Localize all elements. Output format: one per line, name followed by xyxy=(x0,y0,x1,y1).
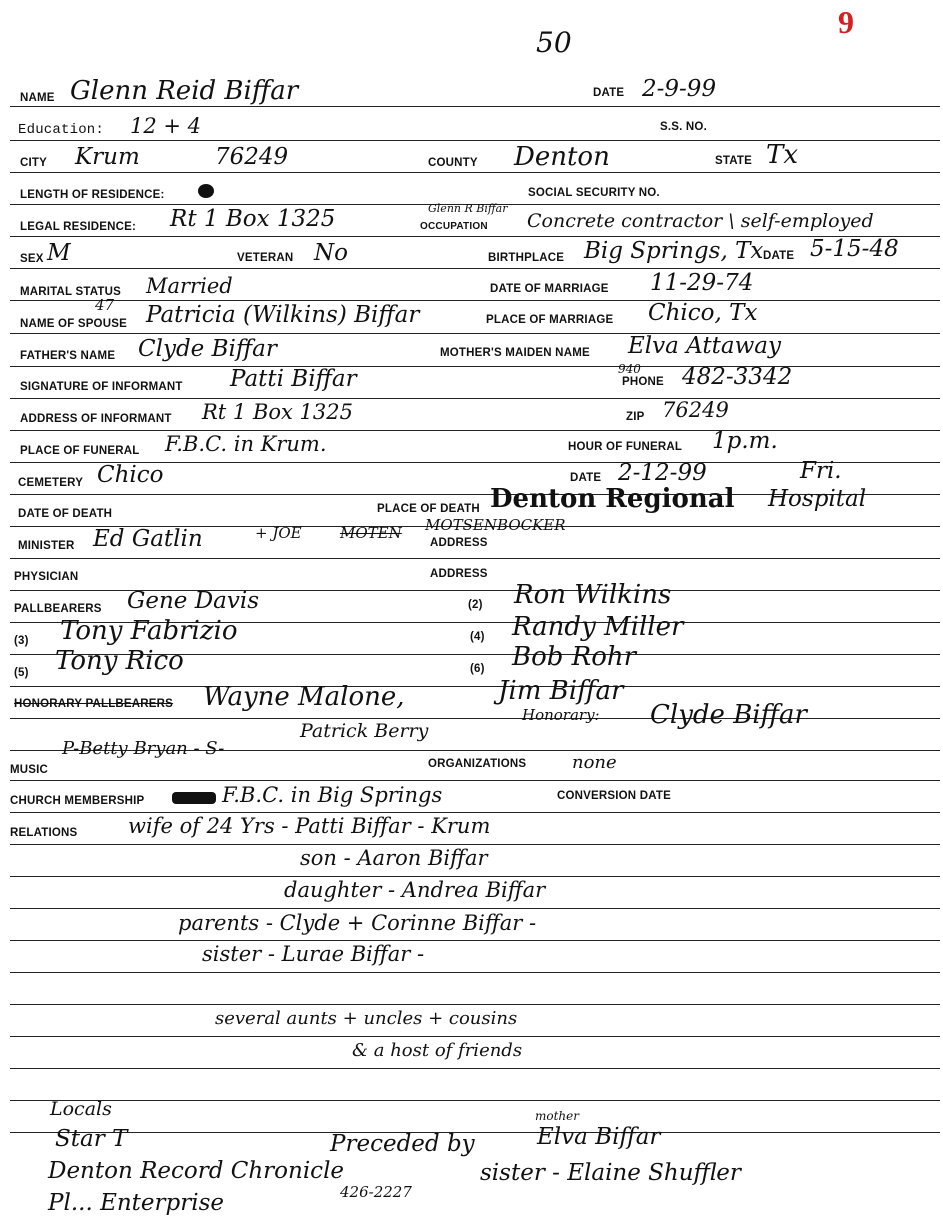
pallbearer-2: Ron Wilkins xyxy=(514,580,672,610)
relation-line: & a host of friends xyxy=(352,1040,523,1061)
relation-line: several aunts + uncles + cousins xyxy=(215,1008,518,1029)
form-rule xyxy=(10,268,940,269)
place-of-funeral-value: F.B.C. in Krum. xyxy=(165,432,327,456)
pallbearer-4-label: (4) xyxy=(470,631,485,643)
legal-residence-value: Rt 1 Box 1325 xyxy=(170,206,336,232)
form-rule xyxy=(10,106,940,107)
minister-address-label: ADDRESS xyxy=(430,537,488,549)
form-rule xyxy=(10,1068,940,1069)
date-label: DATE xyxy=(593,87,625,99)
spouse-age: 47 xyxy=(95,296,115,314)
spouse-value: Patricia (Wilkins) Biffar xyxy=(146,302,420,328)
honorary-1: Wayne Malone, xyxy=(203,682,405,712)
minister-struck: MOTEN xyxy=(340,524,402,542)
phone-prefix: 940 xyxy=(618,362,641,376)
education-label: Education: xyxy=(18,122,105,138)
form-rule xyxy=(10,1132,940,1133)
cemetery-value: Chico xyxy=(97,462,164,488)
informant-signature-value: Patti Biffar xyxy=(230,366,357,392)
form-rule xyxy=(10,140,940,141)
church-membership-value: F.B.C. in Big Springs xyxy=(222,783,443,807)
ssno-label: S.S. NO. xyxy=(660,121,707,133)
marital-status-value: Married xyxy=(146,274,233,298)
fathers-name-value: Clyde Biffar xyxy=(138,336,277,362)
form-rule xyxy=(10,1100,940,1101)
name-of-spouse-label: NAME OF SPOUSE xyxy=(20,318,127,330)
relation-line: sister - Lurae Biffar - xyxy=(202,942,425,966)
pallbearer-1: Gene Davis xyxy=(127,588,260,614)
pallbearer-3-label: (3) xyxy=(14,635,29,647)
birthplace-value: Big Springs, Tx xyxy=(584,238,764,264)
form-rule xyxy=(10,972,940,973)
pallbearer-6: Bob Rohr xyxy=(512,642,637,672)
preceded-sister: sister - Elaine Shuffler xyxy=(480,1160,741,1186)
organizations-label: ORGANIZATIONS xyxy=(428,758,527,770)
relation-line: parents - Clyde + Corinne Biffar - xyxy=(178,911,537,935)
pallbearer-4: Randy Miller xyxy=(512,612,684,642)
county-value: Denton xyxy=(514,142,610,172)
honorary-pallbearers-label: HONORARY PALLBEARERS xyxy=(14,698,174,710)
marital-status-label: MARITAL STATUS xyxy=(20,286,121,298)
county-label: COUNTY xyxy=(428,157,478,169)
birthplace-label: BIRTHPLACE xyxy=(488,252,565,264)
pallbearer-6-label: (6) xyxy=(470,663,485,675)
cemetery-date-value: 2-12-99 xyxy=(618,460,707,486)
page-number: 9 xyxy=(838,4,854,40)
form-rule xyxy=(10,430,940,431)
veteran-label: VETERAN xyxy=(237,252,294,264)
minister-extra-2: MOTSENBOCKER xyxy=(425,516,566,534)
pallbearer-5-label: (5) xyxy=(14,667,29,679)
length-of-residence-label: LENGTH OF RESIDENCE: xyxy=(20,189,165,201)
form-rule xyxy=(10,300,940,301)
cemetery-label: CEMETERY xyxy=(18,477,84,489)
social-security-label: SOCIAL SECURITY NO. xyxy=(528,187,660,199)
form-rule xyxy=(10,686,940,687)
phone-value: 482-3342 xyxy=(682,364,793,390)
handwritten-page-number: 50 xyxy=(536,26,572,59)
form-rule xyxy=(10,812,940,813)
fathers-name-label: FATHER'S NAME xyxy=(20,350,116,362)
place-of-death-label: PLACE OF DEATH xyxy=(377,503,480,515)
place-of-death-value: Denton Regional xyxy=(490,484,735,514)
signature-of-informant-label: SIGNATURE OF INFORMANT xyxy=(20,381,183,393)
locals-item: Denton Record Chronicle xyxy=(48,1158,345,1184)
minister-label: MINISTER xyxy=(18,540,75,552)
music-value-line: Patrick Berry xyxy=(300,720,429,742)
relation-line: wife of 24 Yrs - Patti Biffar - Krum xyxy=(128,814,491,838)
form-rule xyxy=(10,1004,940,1005)
music-value: P-Betty Bryan - S- xyxy=(62,738,225,759)
form-rule xyxy=(10,908,940,909)
form-rule xyxy=(10,558,940,559)
locals-phone: 426-2227 xyxy=(340,1183,412,1201)
mothers-maiden-name-value: Elva Attaway xyxy=(628,333,781,359)
date-value: 2-9-99 xyxy=(642,76,717,102)
relations-label: RELATIONS xyxy=(10,827,78,839)
honorary-label: Honorary: xyxy=(522,706,600,724)
hour-of-funeral-value: 1p.m. xyxy=(712,428,778,454)
pallbearers-label: PALLBEARERS xyxy=(14,603,102,615)
phone-label: PHONE xyxy=(622,376,664,388)
hour-of-funeral-label: HOUR OF FUNERAL xyxy=(568,441,683,453)
informant-address-value: Rt 1 Box 1325 xyxy=(202,400,353,424)
date-of-marriage-value: 11-29-74 xyxy=(650,270,754,296)
relation-line: daughter - Andrea Biffar xyxy=(284,878,546,902)
pallbearer-2-label: (2) xyxy=(468,599,483,611)
preceded-label: Preceded by xyxy=(330,1131,475,1157)
name-label: NAME xyxy=(20,92,55,104)
cemetery-day-value: Fri. xyxy=(800,458,842,484)
state-label: STATE xyxy=(715,155,752,167)
honorary-2: Jim Biffar xyxy=(498,676,624,706)
state-value: Tx xyxy=(766,140,799,170)
locals-label: Locals xyxy=(50,1098,112,1120)
preceded-name: Elva Biffar xyxy=(537,1124,661,1150)
music-label: MUSIC xyxy=(10,764,49,776)
legal-residence-label: LEGAL RESIDENCE: xyxy=(20,221,137,233)
date-of-marriage-label: DATE OF MARRIAGE xyxy=(490,283,609,295)
organizations-value: none xyxy=(572,752,617,773)
physician-label: PHYSICIAN xyxy=(14,571,79,583)
cemetery-date-label: DATE xyxy=(570,472,602,484)
place-of-marriage-label: PLACE OF MARRIAGE xyxy=(486,314,614,326)
occupation-value: Concrete contractor \ self-employed xyxy=(527,210,874,232)
form-rule xyxy=(10,940,940,941)
locals-item: Pl... Enterprise xyxy=(48,1190,225,1216)
education-value: 12 + 4 xyxy=(130,114,202,138)
scribble-mark xyxy=(198,184,214,198)
address-of-informant-label: ADDRESS OF INFORMANT xyxy=(20,413,172,425)
city-value: Krum xyxy=(75,144,140,170)
form-rule xyxy=(10,398,940,399)
veteran-value: No xyxy=(314,240,348,266)
conversion-date-label: CONVERSION DATE xyxy=(557,790,671,802)
church-membership-label: CHURCH MEMBERSHIP xyxy=(10,795,145,807)
preceded-note: mother xyxy=(535,1109,579,1123)
name-value: Glenn Reid Biffar xyxy=(70,76,299,106)
birth-date-label: DATE xyxy=(763,250,795,262)
physician-address-label: ADDRESS xyxy=(430,568,488,580)
mothers-maiden-name-label: MOTHER'S MAIDEN NAME xyxy=(440,347,590,359)
form-rule xyxy=(10,172,940,173)
occupation-note: Glenn R Biffar xyxy=(428,202,508,215)
honorary-3: Clyde Biffar xyxy=(650,700,807,730)
form-rule xyxy=(10,333,940,334)
city-label: CITY xyxy=(20,157,47,169)
sex-value: M xyxy=(47,240,71,266)
form-rule xyxy=(10,236,940,237)
form-rule xyxy=(10,876,940,877)
minister-value: Ed Gatlin xyxy=(93,526,203,552)
form-rule xyxy=(10,1036,940,1037)
place-of-death-hospital: Hospital xyxy=(768,486,867,512)
place-of-funeral-label: PLACE OF FUNERAL xyxy=(20,445,140,457)
locals-item: Star T xyxy=(55,1126,128,1152)
minister-extra: + JOE xyxy=(255,524,302,542)
form-rule xyxy=(10,366,940,367)
occupation-label: OCCUPATION xyxy=(420,221,488,232)
date-of-death-label: DATE OF DEATH xyxy=(18,508,113,520)
scribble-mark xyxy=(172,792,216,804)
zip-label: ZIP xyxy=(626,411,645,423)
form-rule xyxy=(10,844,940,845)
sex-label: SEX xyxy=(20,253,44,265)
pallbearer-3: Tony Fabrizio xyxy=(60,616,238,646)
pallbearer-5: Tony Rico xyxy=(55,646,184,676)
form-rule xyxy=(10,780,940,781)
birth-date-value: 5-15-48 xyxy=(810,236,899,262)
relation-line: son - Aaron Biffar xyxy=(300,846,488,870)
zip-value: 76249 xyxy=(662,398,729,422)
place-of-marriage-value: Chico, Tx xyxy=(648,300,758,326)
city-zip-value: 76249 xyxy=(215,144,289,170)
